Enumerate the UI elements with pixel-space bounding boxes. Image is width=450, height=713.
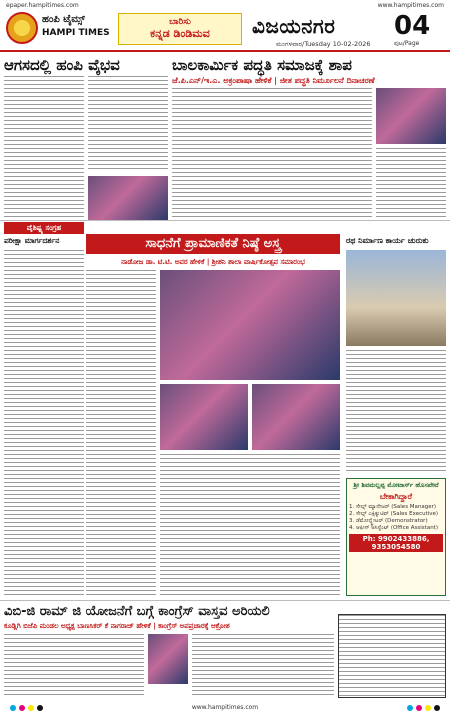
epaper-url[interactable]: epaper.hampitimes.com [6,1,79,9]
side-body [4,250,84,596]
side-tag-1: ವೈಶಿಷ್ಟ್ಯ [26,224,44,232]
bottom-body-col2 [192,634,334,698]
yellow-dot-icon [28,705,34,711]
story-1-body [4,76,84,218]
bottom-story-headline[interactable]: ವಿಬಿ-ಜಿ ರಾಮ್ ಜಿ ಯೋಜನೆಗೆ ಬಗ್ಗೆ ಕಾಂಗ್ರೆಸ್ ವಾಸ್ತವ ಅರಿಯಲಿ [4,604,270,619]
story-1-photo[interactable] [88,176,168,220]
page-number: 04 [394,11,431,41]
masthead [0,10,450,52]
mid-body-col1 [86,270,156,596]
cyan-dot-icon [10,705,16,711]
ad-item: 3. ಡೆಮೋನ್ಸ್ಟ್ರೇಟರ್ (Demonstrator) [349,518,428,524]
bottom-right-notice [338,614,446,698]
tagline-1: ಬಾರಿಸು [169,17,191,27]
story-1-body-col2 [88,76,168,172]
mid-body-col2 [160,454,340,596]
side-section-tag [4,222,84,234]
hampi-times-logo-icon [6,12,38,44]
ad-item: 1. ಸೇಲ್ಸ್ ಮ್ಯಾನೇಜರ್ (Sales Manager) [349,504,437,510]
bottom-story-subhead: ಕೂಡ್ಲಿಗಿ ಬಿಜೆಪಿ ಮಂಡಲ ಅಧ್ಯಕ್ಷ ಬಾಣಸಿಕರ್ ಕೆ ನಾಗರಾಜ್ ಹೇಳಿಕೆ | ಕಾಂಗ್ರೆಸ್ ಅಪಪ್ರಚಾರಕ್ಕೆ ಆಕ್ರೋಶ [4,622,230,630]
chariot-photo[interactable] [346,250,446,346]
bottom-body [4,634,144,698]
right-story-headline[interactable]: ರಥ ನಿರ್ಮಾಣ ಕಾರ್ಯ ಚುರುಕು [346,236,429,245]
bottom-photo[interactable] [148,634,188,684]
site-url[interactable]: www.hampitimes.com [377,1,444,9]
ad-title: ಬೇಕಾಗಿದ್ದಾರೆ [379,492,413,501]
magenta-dot-icon [416,705,422,711]
color-registration-marks-right [407,705,440,711]
mid-photo-3[interactable] [252,384,340,450]
black-dot-icon [434,705,440,711]
page-label: ಪುಟ/Page [394,40,420,47]
color-registration-marks [10,705,43,711]
mid-story-headline[interactable]: ಸಾಧನೆಗೆ ಪ್ರಾಮಾಣಿಕತೆ ನಿಷ್ಠೆ ಅಸ್ತ್ರ [86,234,340,254]
logo-title-english: HAMPI TIMES [42,28,110,38]
tagline-2: ಕನ್ನಡ ಡಿಂಡಿಮವ [150,27,210,40]
ad-item: 4. ಆಫೀಸ್ ಅಸಿಸ್ಟೆಂಟ್ (Office Assistant) [349,525,438,531]
story-2-body [172,88,372,218]
mid-photo-2[interactable] [160,384,248,450]
divider [0,600,450,601]
ad-phone[interactable]: Ph: 9902433886, 9353054580 [349,534,443,552]
ad-item: 2. ಸೇಲ್ಸ್ ಎಕ್ಸಿಕ್ಯುಟಿವ್ (Sales Executive) [349,511,439,517]
mid-story-subhead: ನಾಡೋಜ ಡಾ. ಟಿ.ಟಿ. ಅವರ ಹೇಳಿಕೆ | ಶ್ರೀಶನಿ ಶಾಲಾ ವಾರ್ಷಿಕೋತ್ಸವ ಸಮಾರಂಭ [121,258,305,266]
footer [0,702,450,713]
side-tag-2: ಸಂಗ್ರಹ [45,224,62,232]
job-advertisement[interactable] [346,478,446,596]
divider [0,220,450,221]
story-2-body-col3 [376,148,446,218]
logo-title-kannada: ಹಂಪಿ ಟೈಮ್ಸ್ [42,14,85,25]
footer-url[interactable]: www.hampitimes.com [191,704,259,711]
cyan-dot-icon [407,705,413,711]
edition-city: ವಿಜಯನಗರ [252,14,336,38]
edition-date: ಮಂಗಳವಾರ/Tuesday 10-02-2026 [276,40,371,48]
side-headline[interactable]: ಪರೀಕ್ಷಾ ಮಾರ್ಗದರ್ಶನ [4,236,60,245]
ad-company: ಶ್ರೀ ಶಿವಮಲ್ಲಪ್ಪ ಮೋಟಾರ್ಸ್ ಹೊಸಪೇಟೆ [353,481,439,489]
story-1-headline[interactable]: ಆಗಸದಲ್ಲಿ ಹಂಪಿ ವೈಭವ [4,56,120,74]
yellow-dot-icon [425,705,431,711]
tagline-box [118,13,242,45]
right-body [346,350,446,474]
black-dot-icon [37,705,43,711]
mid-photo-main[interactable] [160,270,340,380]
story-2-headline[interactable]: ಬಾಲಕಾರ್ಮಿಕ ಪದ್ಧತಿ ಸಮಾಜಕ್ಕೆ ಶಾಪ [172,56,352,74]
top-url-bar [0,0,450,10]
story-2-photo[interactable] [376,88,446,144]
page-number-box [394,12,444,50]
magenta-dot-icon [19,705,25,711]
story-2-subhead: ಜೆ.ಪಿ.ಎನ್/ಇ.ಎ. ಅಕ್ರಂಪಾಷಾ ಹೇಳಿಕೆ | ಜೀತ ಪದ್ಧತಿ ನಿರ್ಮೂಲನೆ ದಿನಾಚರಣೆ [172,76,375,85]
